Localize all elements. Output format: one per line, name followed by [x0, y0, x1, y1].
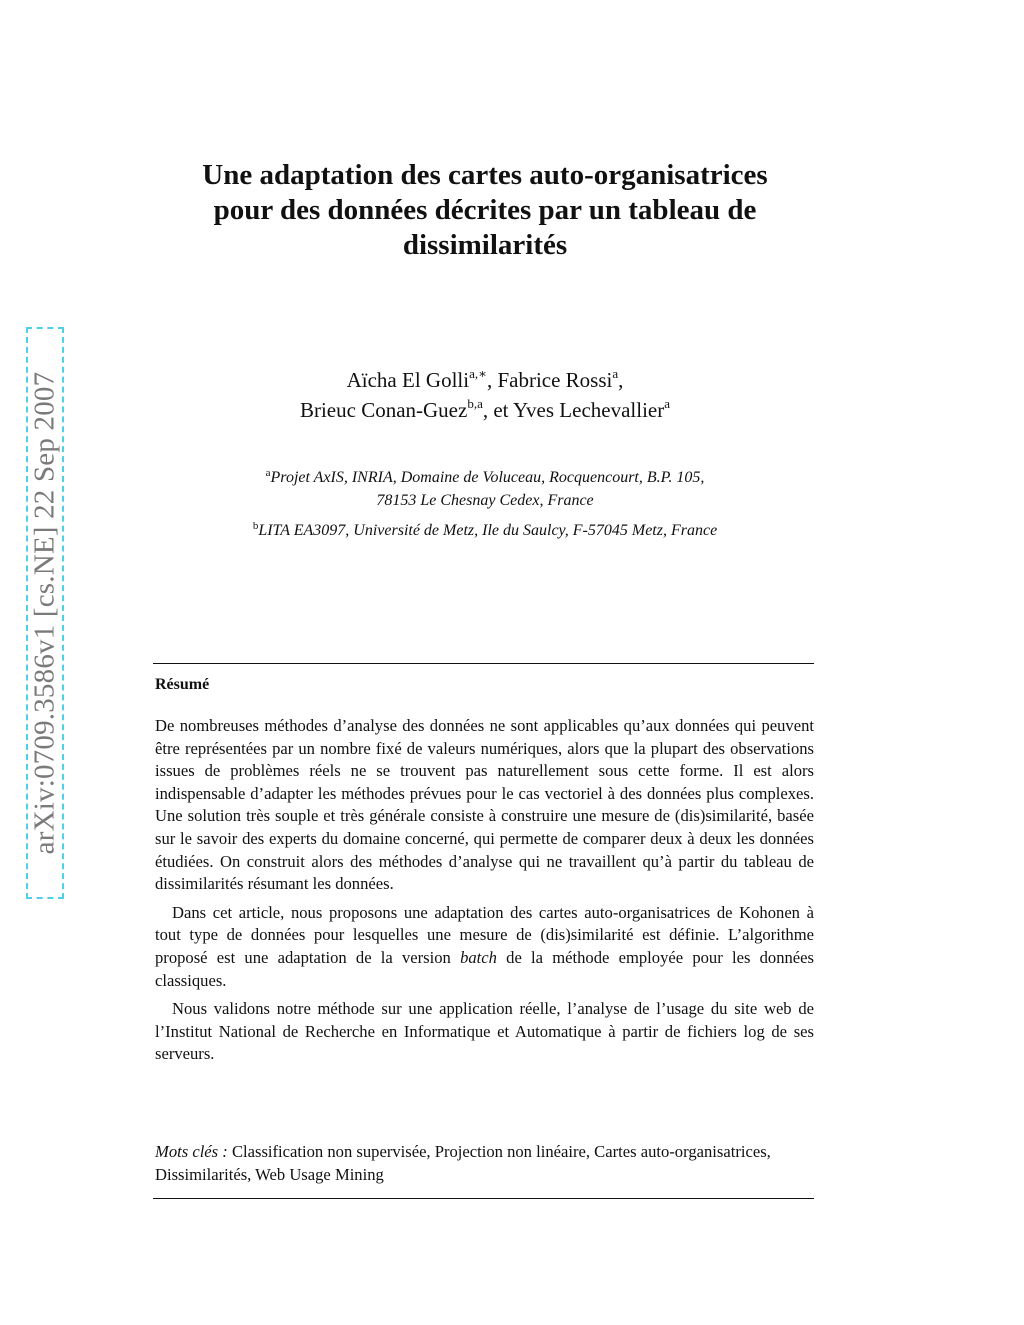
author-list — [150, 365, 820, 425]
author-line-1 — [150, 365, 820, 395]
author-affil-mark: a — [664, 396, 671, 411]
keywords-label: Mots clés : — [155, 1142, 228, 1161]
affiliations — [150, 466, 820, 549]
arxiv-identifier: arXiv:0709.3586v1 [cs.NE] 22 Sep 2007 — [28, 371, 61, 855]
affiliation-b — [150, 519, 820, 542]
author-name: Aïcha El Golli — [346, 368, 470, 392]
author-affil-mark: b,a — [467, 396, 483, 411]
paragraph-text: de la méthode employée pour les données classiques. — [155, 947, 814, 990]
author-line-2 — [150, 395, 820, 425]
abstract-top-rule — [153, 663, 814, 664]
author-name: , Fabrice Rossi — [486, 368, 613, 392]
affiliation-mark: b — [252, 520, 259, 532]
paragraph-text: Dans cet article, nous proposons une adaptation des cartes auto-organisatrices de Kohonen à tout type de données pour lesquelles une mesure de (dis)similarité est définie. L’algorithme proposé est une adaptation de la version — [155, 902, 814, 967]
title-line-3: dissimilarités — [402, 229, 568, 261]
author-name: Brieuc Conan-Guez — [299, 398, 468, 422]
affiliation-mark: a — [265, 467, 271, 479]
abstract-bottom-rule — [153, 1198, 814, 1199]
abstract-body — [155, 715, 814, 1072]
affiliation-line: 78153 Le Chesnay Cedex, France — [376, 492, 594, 509]
title-line-1: Une adaptation des cartes auto-organisatrices — [202, 159, 768, 191]
arxiv-stamp — [26, 327, 64, 899]
keywords-text: Classification non supervisée, Projection non linéaire, Cartes auto-organisatrices, Dissimilarités, Web Usage Mining — [155, 1142, 771, 1184]
abstract-paragraph-3: Nous validons notre méthode sur une application réelle, l’analyse de l’usage du site web de l’Institut National de Recherche en Informatique et Automatique à partir de fichiers log de ses serveurs. — [155, 999, 814, 1064]
author-affil-mark: a — [612, 366, 619, 381]
affiliation-line: Projet AxIS, INRIA, Domaine de Voluceau, Rocquencourt, B.P. 105, — [270, 469, 705, 486]
abstract-paragraph-2 — [155, 902, 814, 992]
author-name: , et Yves Lechevallier — [482, 398, 665, 422]
abstract-paragraph-1: De nombreuses méthodes d’analyse des données ne sont applicables qu’aux données qui peuvent être représentées par un nombre fixé de valeurs numériques, alors que la plupart des observations issues de problèmes réels ne se trouvent pas naturellement sous cette forme. Il est alors indispensable d’adapter les méthodes prévues pour le cas vectoriel à des données plus complexes. Une solution très souple et très générale consiste à construire une mesure de (dis)similarité, basée sur le savoir des experts du domaine concerné, qui permette de comparer deux à deux les données étudiées. On construit alors des méthodes d’analyse qui ne travaillent qu’à partir du tableau de dissimilarités résumant les données. — [155, 716, 814, 894]
emphasized-term: batch — [460, 947, 497, 967]
title-line-2: pour des données décrites par un tableau de — [213, 194, 757, 226]
affiliation-line: LITA EA3097, Université de Metz, Ile du Saulcy, F-57045 Metz, France — [258, 522, 718, 539]
abstract-heading: Résumé — [155, 676, 210, 693]
paper-title — [150, 158, 820, 263]
author-separator: , — [618, 368, 624, 392]
author-affil-mark: a,∗ — [469, 366, 487, 381]
keywords — [155, 1141, 814, 1186]
affiliation-a — [150, 466, 820, 512]
